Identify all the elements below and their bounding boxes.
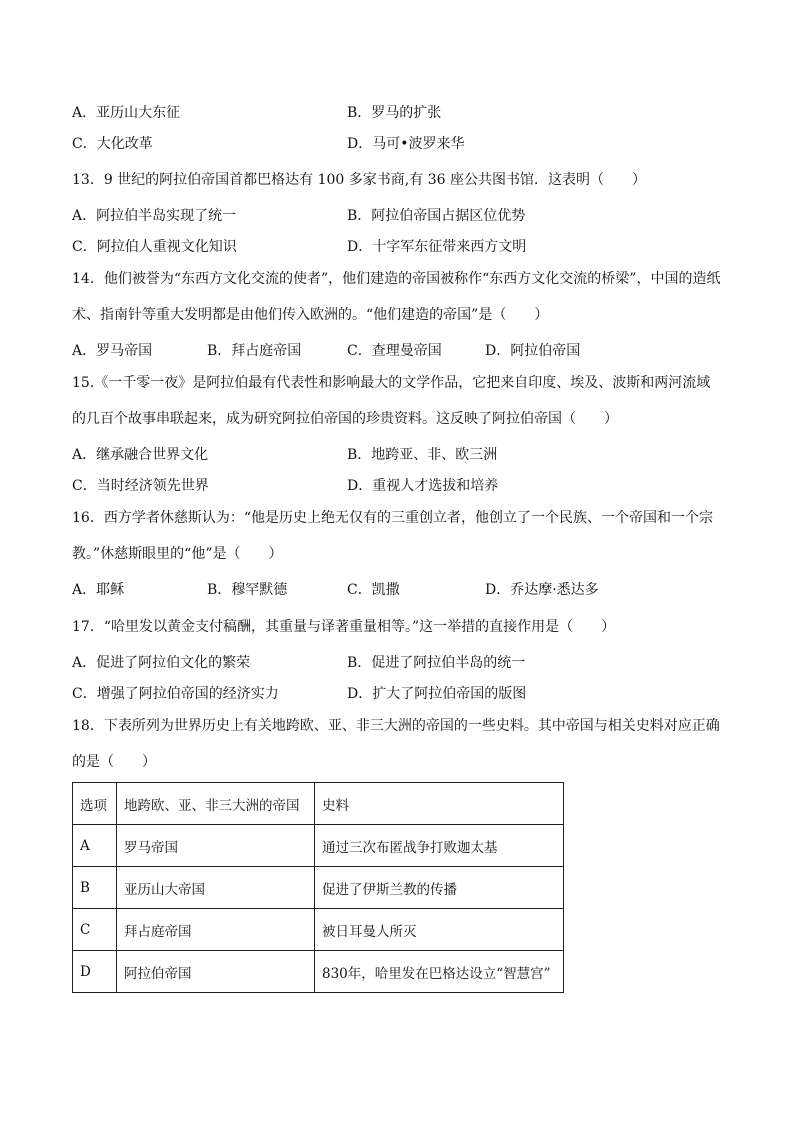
q14-stem-line2: 术、指南针等重大发明都是由他们传入欧洲的。“他们建造的帝国”是（ ） xyxy=(72,307,549,323)
q13-option-d: D．十字军东征带来西方文明 xyxy=(347,239,527,255)
header-empire: 地跨欧、亚、非三大洲的帝国 xyxy=(117,783,315,825)
row-option: C xyxy=(73,909,117,951)
q12-option-d: D．马可•波罗来华 xyxy=(347,136,465,152)
header-option: 选项 xyxy=(73,783,117,825)
q15-option-c: C．当时经济领先世界 xyxy=(72,478,209,494)
q13-option-c: C．阿拉伯人重视文化知识 xyxy=(72,239,237,255)
row-source: 促进了伊斯兰教的传播 xyxy=(315,867,564,909)
q17-option-c: C．增强了阿拉伯帝国的经济实力 xyxy=(72,686,279,702)
table-row xyxy=(73,867,564,909)
q16-option-c: C．凯撒 xyxy=(347,582,400,598)
q15-stem-line1: 15.《一千零一夜》是阿拉伯最有代表性和影响最大的文学作品，它把来自印度、埃及、波斯和两河流域 xyxy=(72,375,711,391)
row-source: 被日耳曼人所灭 xyxy=(315,909,564,951)
empire-history-table xyxy=(72,782,564,993)
table-row xyxy=(73,825,564,867)
q15-option-b: B．地跨亚、非、欧三洲 xyxy=(347,447,498,463)
q17-option-d: D．扩大了阿拉伯帝国的版图 xyxy=(347,686,527,702)
q17-option-a: A．促进了阿拉伯文化的繁荣 xyxy=(72,655,251,671)
header-source: 史料 xyxy=(315,783,564,825)
q15-option-a: A．继承融合世界文化 xyxy=(72,447,209,463)
row-empire: 罗马帝国 xyxy=(117,825,315,867)
q13-stem: 13．9 世纪的阿拉伯帝国首都巴格达有 100 多家书商,有 36 座公共图书馆．这表明（ ） xyxy=(72,172,646,188)
q15-option-d: D．重视人才选拔和培养 xyxy=(347,478,499,494)
q18-stem-line2: 的是（ ） xyxy=(72,754,156,770)
q12-option-b: B．罗马的扩张 xyxy=(347,105,442,121)
q16-option-b: B．穆罕默德 xyxy=(207,582,288,598)
q12-option-c: C．大化改革 xyxy=(72,136,153,152)
q14-option-c: C．查理曼帝国 xyxy=(347,343,442,359)
row-empire: 拜占庭帝国 xyxy=(117,909,315,951)
row-source: 通过三次布匿战争打败迦太基 xyxy=(315,825,564,867)
row-source: 830年，哈里发在巴格达设立“智慧宫” xyxy=(315,951,564,993)
q13-option-b: B．阿拉伯帝国占据区位优势 xyxy=(347,208,526,224)
table-row xyxy=(73,909,564,951)
row-empire: 亚历山大帝国 xyxy=(117,867,315,909)
q14-option-a: A．罗马帝国 xyxy=(72,343,153,359)
q12-option-a: A．亚历山大东征 xyxy=(72,105,181,121)
q16-option-d: D．乔达摩·悉达多 xyxy=(485,582,599,598)
q14-option-b: B．拜占庭帝国 xyxy=(207,343,302,359)
q14-stem-line1: 14．他们被誉为“东西方文化交流的使者”，他们建造的帝国被称作“东西方文化交流的桥梁”，中国的造纸 xyxy=(72,271,721,287)
row-option: D xyxy=(73,951,117,993)
table-header-row xyxy=(73,783,564,825)
q18-stem-line1: 18．下表所列为世界历史上有关地跨欧、亚、非三大洲的帝国的一些史料。其中帝国与相关史料对应正确 xyxy=(72,718,720,734)
row-option: B xyxy=(73,867,117,909)
q16-stem-line2: 教。”休慈斯眼里的“他”是（ ） xyxy=(72,546,283,562)
q16-stem-line1: 16．西方学者休慈斯认为：“他是历史上绝无仅有的三重创立者，他创立了一个民族、一个帝国和一个宗 xyxy=(72,510,713,526)
row-option: A xyxy=(73,825,117,867)
q17-stem: 17．“哈里发以黄金支付稿酬，其重量与译著重量相等。”这一举措的直接作用是（ ） xyxy=(72,619,616,635)
row-empire: 阿拉伯帝国 xyxy=(117,951,315,993)
table-row xyxy=(73,951,564,993)
q13-option-a: A．阿拉伯半岛实现了统一 xyxy=(72,208,237,224)
q17-option-b: B．促进了阿拉伯半岛的统一 xyxy=(347,655,526,671)
q14-option-d: D．阿拉伯帝国 xyxy=(485,343,581,359)
q16-option-a: A．耶稣 xyxy=(72,582,125,598)
q15-stem-line2: 的几百个故事串联起来，成为研究阿拉伯帝国的珍贵资料。这反映了阿拉伯帝国（ ） xyxy=(72,411,618,427)
